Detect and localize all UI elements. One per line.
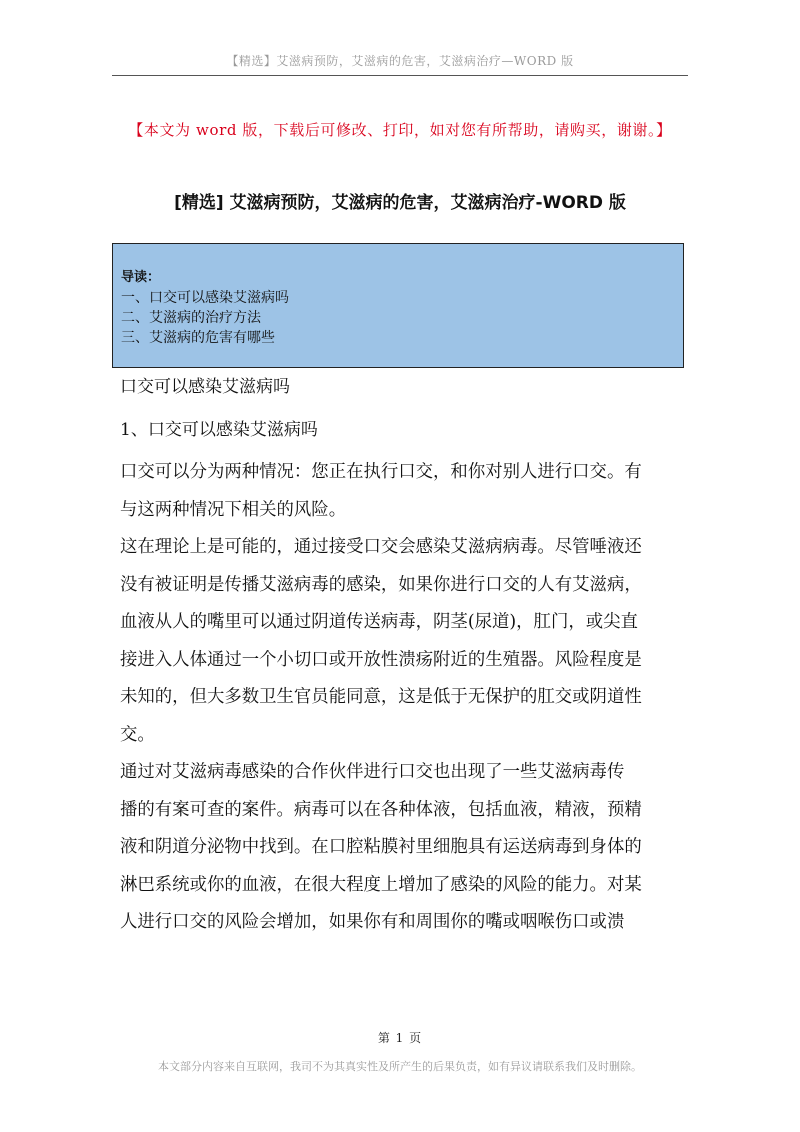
guide-box <box>112 243 684 368</box>
header-rule <box>112 75 688 76</box>
purchase-notice: 【本文为 word 版，下载后可修改、打印，如对您有所帮助，请购买，谢谢。】 <box>128 121 672 139</box>
text-line: 与这两种情况下相关的风险。 <box>120 499 347 520</box>
section-heading: 口交可以感染艾滋病吗 <box>120 377 290 397</box>
text-line: 淋巴系统或你的血液，在很大程度上增加了感染的风险的能力。对某 <box>120 874 642 895</box>
sub-heading: 1、口交可以感染艾滋病吗 <box>120 420 318 440</box>
guide-item-1[interactable]: 一、口交可以感染艾滋病吗 <box>121 290 289 306</box>
running-header: 【精选】艾滋病预防，艾滋病的危害，艾滋病治疗—WORD 版 <box>226 54 574 68</box>
guide-item-2[interactable]: 二、艾滋病的治疗方法 <box>121 310 261 326</box>
guide-label: 导读： <box>121 270 161 285</box>
text-line: 液和阴道分泌物中找到。在口腔粘膜衬里细胞具有运送病毒到身体的 <box>120 837 642 857</box>
text-line: 人进行口交的风险会增加，如果你有和周围你的嘴或咽喉伤口或溃 <box>120 912 625 932</box>
text-line: 这在理论上是可能的，通过接受口交会感染艾滋病病毒。尽管唾液还 <box>120 537 642 557</box>
text-line: 口交可以分为两种情况：您正在执行口交，和你对别人进行口交。有 <box>120 462 642 482</box>
text-line: 播的有案可查的案件。病毒可以在各种体液，包括血液，精液，预精 <box>120 799 642 820</box>
text-line: 未知的，但大多数卫生官员能同意，这是低于无保护的肛交或阴道性 <box>120 687 642 707</box>
text-line: 通过对艾滋病毒感染的合作伙伴进行口交也出现了一些艾滋病毒传 <box>120 762 625 782</box>
document-title: [精选] 艾滋病预防，艾滋病的危害，艾滋病治疗-WORD 版 <box>174 193 626 213</box>
guide-item-3[interactable]: 三、艾滋病的危害有哪些 <box>121 330 275 346</box>
text-line: 没有被证明是传播艾滋病毒的感染，如果你进行口交的人有艾滋病， <box>120 574 642 595</box>
footer-disclaimer: 本文部分内容来自互联网，我司不为其真实性及所产生的后果负责，如有异议请联系我们及时删除。 <box>158 1060 642 1073</box>
text-line: 血液从人的嘴里可以通过阴道传送病毒，阴茎(尿道)，肛门，或尖直 <box>120 612 638 632</box>
page-number: 第 1 页 <box>377 1031 423 1045</box>
text-line: 交。 <box>120 724 155 745</box>
text-line: 接进入人体通过一个小切口或开放性溃疡附近的生殖器。风险程度是 <box>120 649 642 670</box>
body-text <box>120 376 692 948</box>
